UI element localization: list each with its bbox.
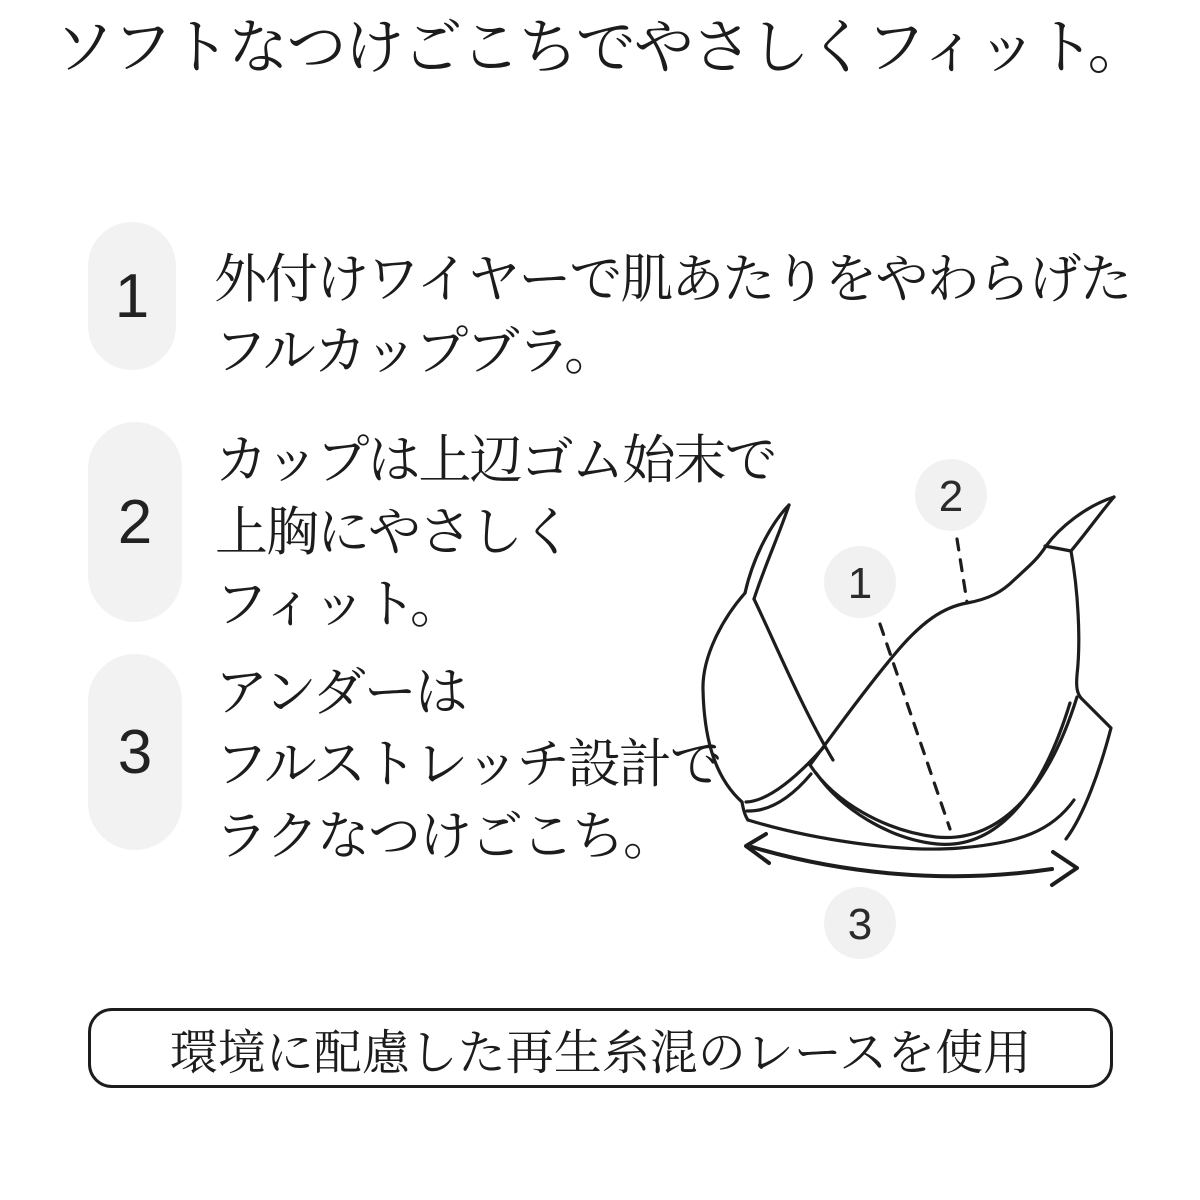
wing-bottom-edge	[1066, 698, 1111, 839]
callout-1-label: 1	[847, 559, 873, 608]
feature-item-1	[88, 222, 1130, 388]
feature-text-line: フルカップブラ。	[214, 322, 616, 381]
callout-1-dashed-leader	[880, 624, 950, 829]
feature-3-number: 3	[117, 717, 153, 787]
callout-markers	[824, 459, 987, 959]
feature-text-line: フルストレッチ設計で	[215, 735, 721, 794]
feature-1-text	[214, 244, 1130, 388]
feature-text-line: フィット。	[215, 575, 461, 634]
arrow-head-right	[1052, 852, 1077, 885]
eco-lace-note-box	[88, 1008, 1113, 1088]
feature-text-line: ラクなつけごこち。	[215, 807, 674, 866]
bra-line-illustration	[690, 440, 1180, 970]
feature-3-number-badge	[88, 654, 182, 850]
callout-3-label: 3	[847, 900, 873, 949]
callout-2-label: 2	[938, 472, 964, 521]
feature-item-3	[88, 654, 721, 873]
feature-1-number-badge	[88, 222, 176, 370]
left-cup-inner-edge	[754, 599, 833, 760]
band-bottom-edge	[748, 800, 1074, 849]
left-strap-line	[745, 505, 789, 593]
left-cup-underwire	[747, 774, 811, 811]
feature-3-text	[215, 657, 721, 873]
feature-item-2	[88, 422, 775, 641]
left-cup-outer-edge	[703, 593, 745, 802]
feature-text-line: 外付けワイヤーで肌あたりをやわらげた	[214, 250, 1131, 309]
underwire-outer-line	[810, 697, 1077, 838]
feature-1-number: 1	[114, 261, 150, 331]
strap-adjuster-line	[1045, 546, 1071, 551]
feature-2-number: 2	[117, 487, 153, 557]
wing-outer-edge	[1071, 551, 1081, 698]
callout-2-dashed-leader	[957, 539, 967, 602]
eco-lace-note-text: 環境に配慮した再生糸混のレースを使用	[169, 1026, 1032, 1080]
feature-2-number-badge	[88, 422, 182, 622]
feature-text-line: 上胸にやさしく	[215, 503, 572, 562]
band-width-arrow-shaft	[752, 847, 1052, 876]
page-title: ソフトなつけごこちでやさしくフィット。	[54, 15, 1146, 81]
feature-text-line: アンダーは	[215, 663, 466, 722]
feature-text-line: カップは上辺ゴム始末で	[215, 431, 776, 490]
underwire-inner-line	[816, 703, 1070, 844]
